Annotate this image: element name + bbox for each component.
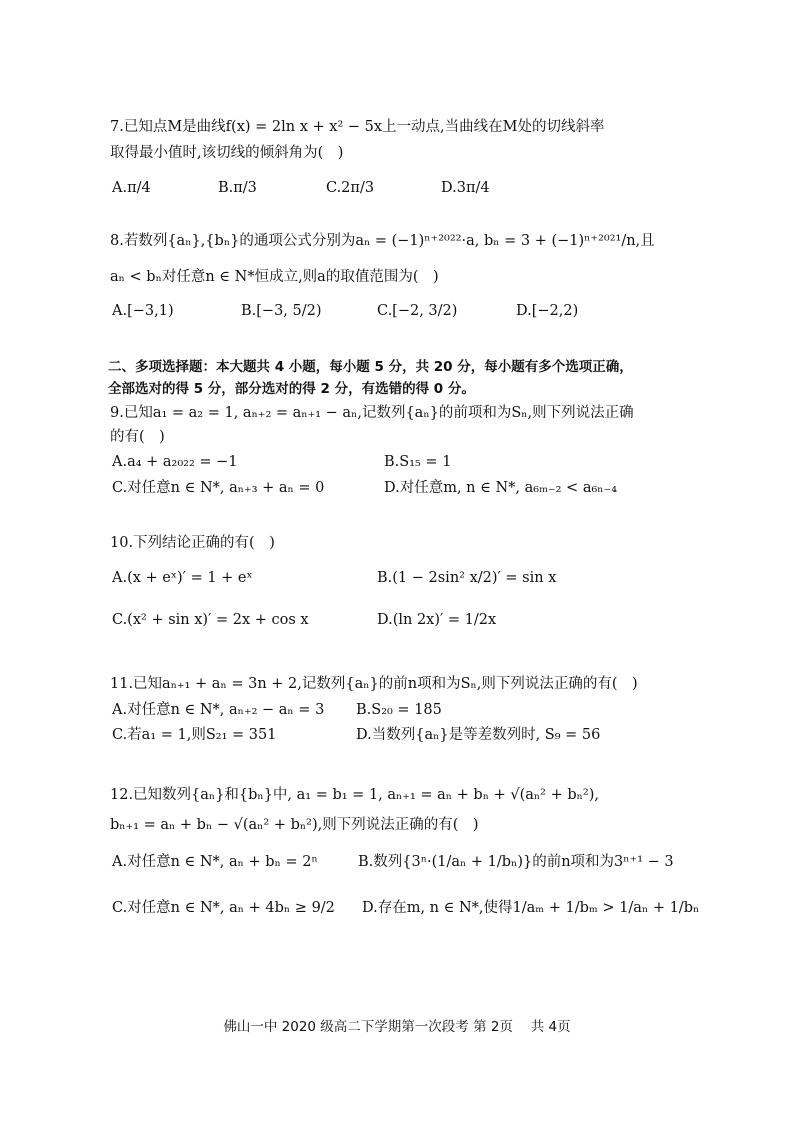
q9-option-b: B.S₁₅ = 1 (384, 454, 452, 470)
q12-stem-line2: bₙ₊₁ = aₙ + bₙ − √(aₙ² + bₙ²),则下列说法正确的有( ) (110, 817, 479, 833)
q10-option-b: B.(1 − 2sin² x/2)′ = sin x (377, 570, 557, 586)
q8-option-c: C.[−2, 3/2) (377, 303, 458, 319)
q9-option-a: A.a₄ + a₂₀₂₂ = −1 (112, 454, 238, 470)
q8-option-d: D.[−2,2) (516, 303, 579, 319)
q11-stem: 11.已知aₙ₊₁ + aₙ = 3n + 2,记数列{aₙ}的前n项和为Sₙ,则下列说法正确的有( ) (110, 676, 638, 692)
q9-option-c: C.对任意n ∈ N*, aₙ₊₃ + aₙ = 0 (112, 480, 325, 496)
q7-stem-line2: 取得最小值时,该切线的倾斜角为( ) (110, 145, 344, 161)
q8-stem-line2: aₙ < bₙ对任意n ∈ N*恒成立,则a的取值范围为( ) (110, 269, 439, 285)
q9-stem-line1: 9.已知a₁ = a₂ = 1, aₙ₊₂ = aₙ₊₁ − aₙ,记数列{aₙ}的前项和为Sₙ,则下列说法正确 (110, 405, 634, 421)
q10-option-c: C.(x² + sin x)′ = 2x + cos x (112, 612, 309, 628)
q7-option-b: B.π/3 (218, 180, 257, 196)
q12-option-d: D.存在m, n ∈ N*,使得1/aₘ + 1/bₘ > 1/aₙ + 1/bₙ (362, 900, 700, 916)
q11-option-c: C.若a₁ = 1,则S₂₁ = 351 (112, 727, 277, 743)
q12-stem-line1: 12.已知数列{aₙ}和{bₙ}中, a₁ = b₁ = 1, aₙ₊₁ = aₙ + bₙ + √(aₙ² + bₙ²), (110, 787, 599, 803)
q7-option-a: A.π/4 (112, 180, 151, 196)
q12-option-c: C.对任意n ∈ N*, aₙ + 4bₙ ≥ 9/2 (112, 900, 335, 916)
q8-option-a: A.[−3,1) (112, 303, 174, 319)
q11-option-b: B.S₂₀ = 185 (356, 702, 442, 718)
q9-option-d: D.对任意m, n ∈ N*, a₆ₘ₋₂ < a₆ₙ₋₄ (384, 480, 618, 496)
q10-option-d: D.(ln 2x)′ = 1/2x (377, 612, 497, 628)
q11-option-a: A.对任意n ∈ N*, aₙ₊₂ − aₙ = 3 (112, 702, 325, 718)
q12-option-a: A.对任意n ∈ N*, aₙ + bₙ = 2ⁿ (112, 854, 318, 870)
page-footer: 佛山一中 2020 级高二下学期第一次段考 第 2页 共 4页 (223, 1019, 571, 1035)
section2-heading-line2: 全部选对的得 5 分，部分选对的得 2 分，有选错的得 0 分。 (108, 381, 475, 397)
q12-option-b: B.数列{3ⁿ·(1/aₙ + 1/bₙ)}的前n项和为3ⁿ⁺¹ − 3 (358, 854, 674, 870)
q8-stem-line1: 8.若数列{aₙ},{bₙ}的通项公式分别为aₙ = (−1)ⁿ⁺²⁰²²·a, bₙ = 3 + (−1)ⁿ⁺²⁰²¹/n,且 (110, 233, 655, 249)
q9-stem-line2: 的有( ) (110, 429, 165, 445)
section2-heading-line1: 二、多项选择题：本大题共 4 小题，每小题 5 分，共 20 分，每小题有多个选项正确， (108, 359, 633, 375)
q10-option-a: A.(x + eˣ)′ = 1 + eˣ (112, 570, 253, 586)
q10-stem: 10.下列结论正确的有( ) (110, 535, 275, 551)
q7-stem-line1: 7.已知点M是曲线f(x) = 2ln x + x² − 5x上一动点,当曲线在M处的切线斜率 (110, 119, 605, 135)
q7-option-c: C.2π/3 (326, 180, 375, 196)
q7-option-d: D.3π/4 (441, 180, 490, 196)
q11-option-d: D.当数列{aₙ}是等差数列时, S₉ = 56 (356, 727, 601, 743)
q8-option-b: B.[−3, 5/2) (241, 303, 322, 319)
